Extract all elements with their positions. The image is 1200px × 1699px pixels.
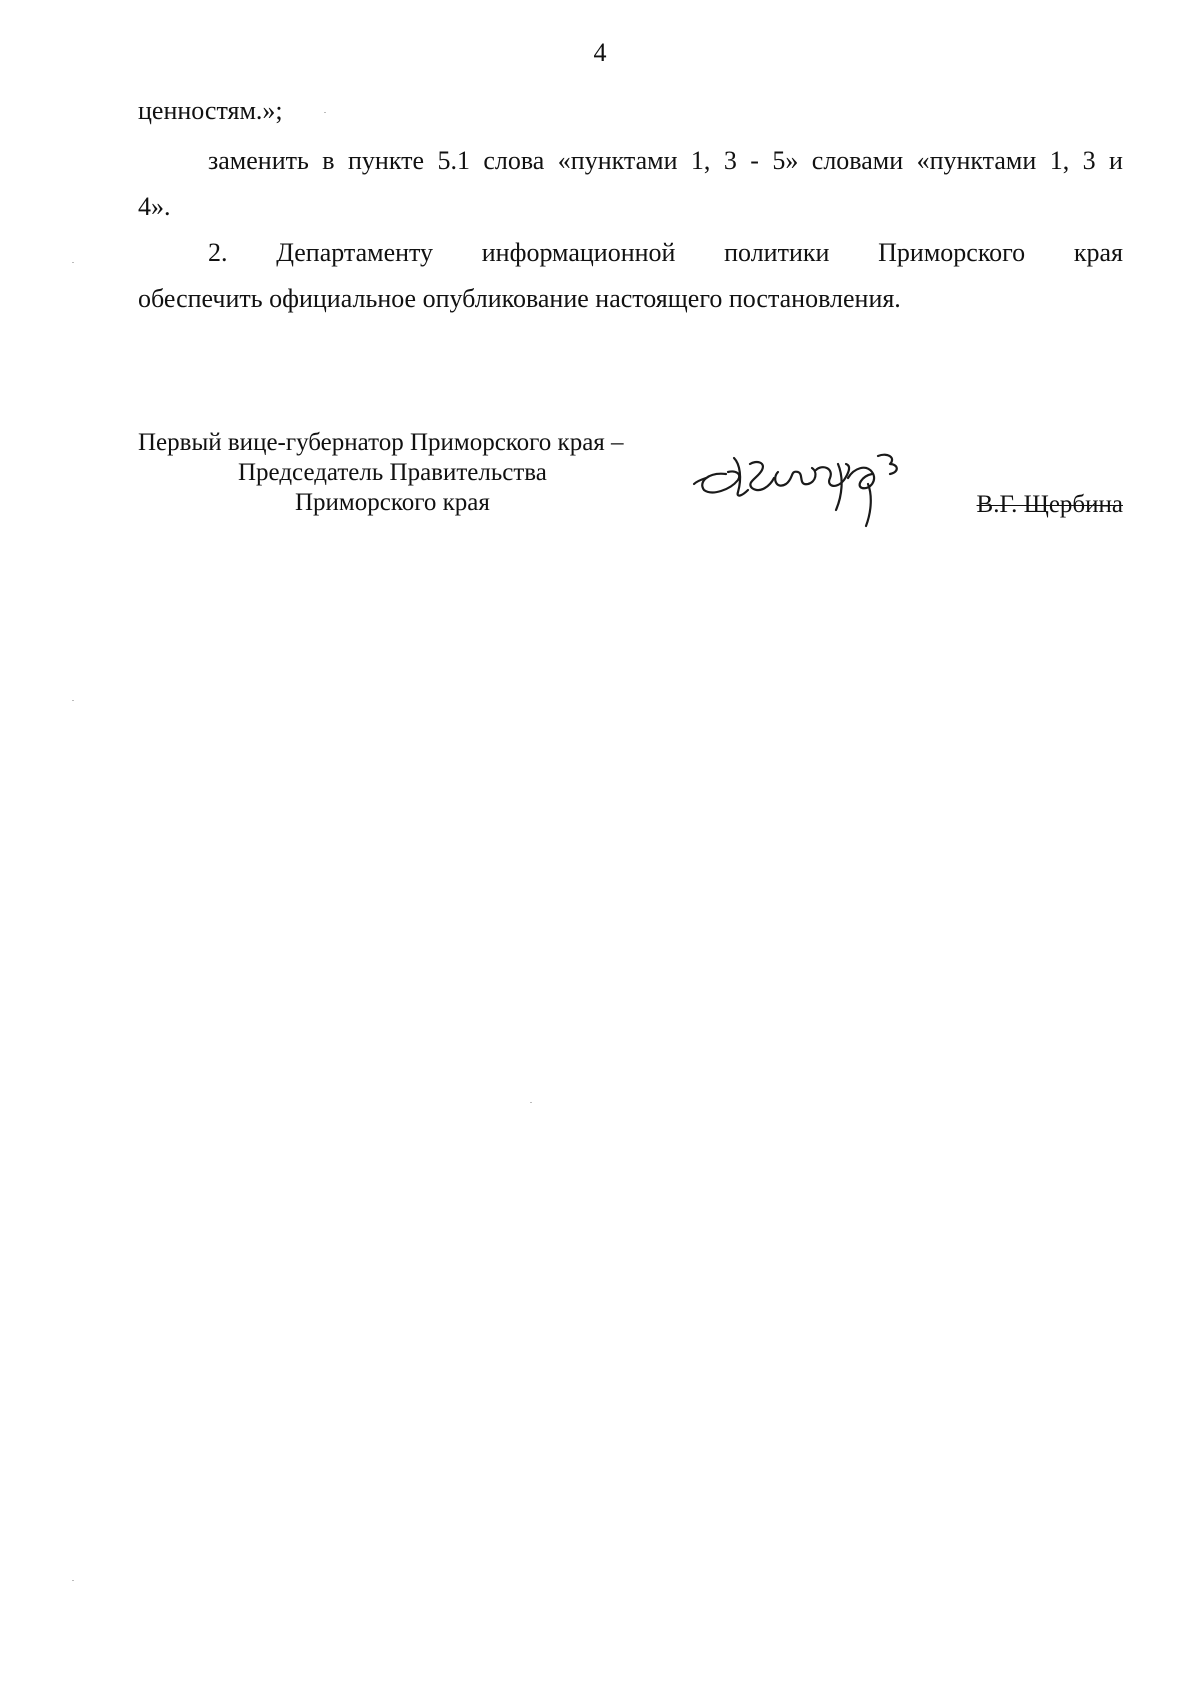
word: политики xyxy=(724,238,830,267)
page-number: 4 xyxy=(593,38,607,67)
word: края xyxy=(1073,238,1123,267)
scan-speck xyxy=(72,262,74,263)
word: Приморского xyxy=(878,238,1026,267)
handwritten-signature xyxy=(686,434,946,534)
signatory-title-line: Председатель Правительства xyxy=(238,459,547,486)
word: «пунктами xyxy=(557,146,678,175)
word: 3 xyxy=(723,146,737,175)
word: и xyxy=(1109,146,1123,175)
word: 3 xyxy=(1082,146,1096,175)
word: 5.1 xyxy=(437,146,470,175)
word: 1, xyxy=(690,146,711,175)
scan-speck xyxy=(530,1102,532,1103)
signatory-title-line: Первый вице-губернатор Приморского края – xyxy=(138,429,624,456)
word: «пунктами xyxy=(916,146,1037,175)
word: слова xyxy=(483,146,545,175)
word: - xyxy=(750,146,759,175)
signatory-name xyxy=(977,490,1123,520)
word: словами xyxy=(811,146,904,175)
scan-speck xyxy=(72,1580,74,1581)
signatory-name-text: В.Г. Щербина xyxy=(976,491,1123,518)
word: пункте xyxy=(347,146,425,175)
text-line: обеспечить официальное опубликование настоящего постановления. xyxy=(138,284,901,313)
signatory-title-line: Приморского края xyxy=(295,489,490,516)
word: информационной xyxy=(481,238,676,267)
word: заменить xyxy=(208,146,309,175)
word: 2. xyxy=(208,238,228,267)
scan-speck xyxy=(72,700,74,701)
paragraph-line-justified xyxy=(208,238,1123,268)
text-line: ценностям.»; xyxy=(138,96,283,125)
word: 1, xyxy=(1049,146,1070,175)
word: 5» xyxy=(772,146,799,175)
word: в xyxy=(322,146,335,175)
text-line: 4». xyxy=(138,192,171,221)
scan-speck xyxy=(324,112,326,113)
word: Департаменту xyxy=(276,238,434,267)
paragraph-line-justified xyxy=(208,146,1123,176)
